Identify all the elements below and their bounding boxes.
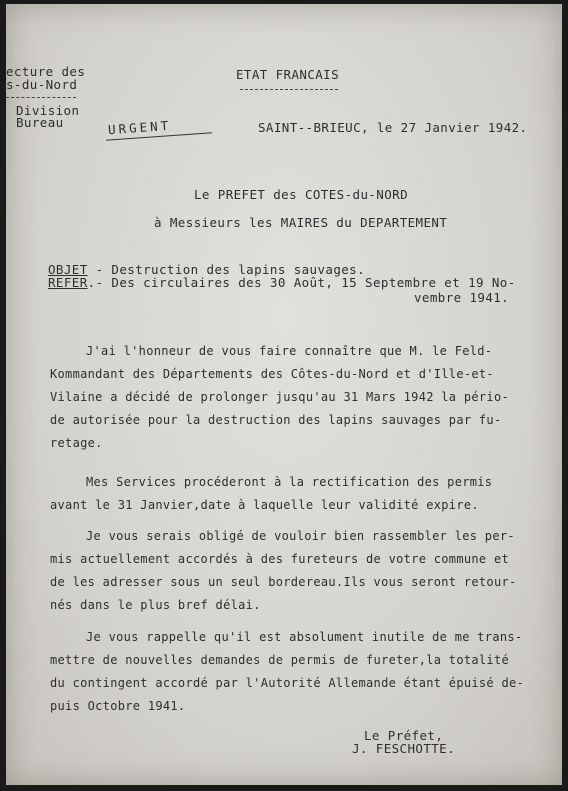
- body-line: Vilaine a décidé de prolonger jusqu'au 31 Mars 1942 la pério-: [50, 390, 510, 404]
- body-line: de les adresser sous un seul bordereau.Ils vous seront retour-: [50, 575, 517, 589]
- refer-continuation: vembre 1941.: [414, 290, 510, 305]
- body-line: puis Octobre 1941.: [50, 699, 186, 713]
- body-line: Je vous serais obligé de vouloir bien rassembler les per-: [86, 529, 515, 543]
- body-line: Je vous rappelle qu'il est absolument inutile de me trans-: [86, 630, 523, 644]
- bureau-label: Bureau: [16, 115, 64, 130]
- header-left-divider: [6, 97, 76, 98]
- header-center-divider: [240, 89, 338, 90]
- body-line: du contingent accordé par l'Autorité Allemande étant épuisé de-: [50, 676, 525, 690]
- refer-line: [48, 275, 516, 291]
- body-line: nés dans le plus bref délai.: [50, 598, 261, 612]
- signature-name: J. FESCHOTTE.: [352, 741, 456, 756]
- objet-text: - Destruction des lapins sauvages.: [87, 262, 366, 277]
- objet-label: OBJET: [48, 262, 88, 277]
- body-line: Mes Services procéderont à la rectification des permis: [86, 475, 493, 489]
- document-page: [6, 4, 562, 785]
- body-line: Kommandant des Départements des Côtes-du-Nord et d'Ille-et-: [50, 367, 494, 381]
- signature-title: Le Préfet,: [364, 728, 444, 743]
- body-line: retage.: [50, 436, 103, 450]
- etat-francais-header: ETAT FRANCAIS: [236, 67, 340, 82]
- refer-text: .- Des circulaires des 30 Août, 15 Septembre et 19 No-: [87, 275, 516, 290]
- body-line: mis actuellement accordés à des fureteurs de votre commune et: [50, 552, 510, 566]
- refer-label: REFER: [48, 275, 88, 290]
- body-line: avant le 31 Janvier,date à laquelle leur validité expire.: [50, 498, 479, 512]
- place-date: SAINT--BRIEUC, le 27 Janvier 1942.: [258, 120, 528, 135]
- body-line: mettre de nouvelles demandes de permis de fureter,la totalité: [50, 653, 510, 667]
- division-label: Division: [16, 103, 80, 118]
- body-line: de autorisée pour la destruction des lapins sauvages par fu-: [50, 413, 502, 427]
- body-line: J'ai l'honneur de vous faire connaître que M. le Feld-: [86, 344, 493, 358]
- recipient-line: à Messieurs les MAIRES du DEPARTEMENT: [154, 215, 448, 230]
- sender-line: Le PREFET des COTES-du-NORD: [194, 187, 408, 202]
- department-line: s-du-Nord: [6, 77, 78, 92]
- prefecture-line: ecture des: [6, 64, 86, 79]
- urgent-stamp: URGENT: [107, 117, 172, 138]
